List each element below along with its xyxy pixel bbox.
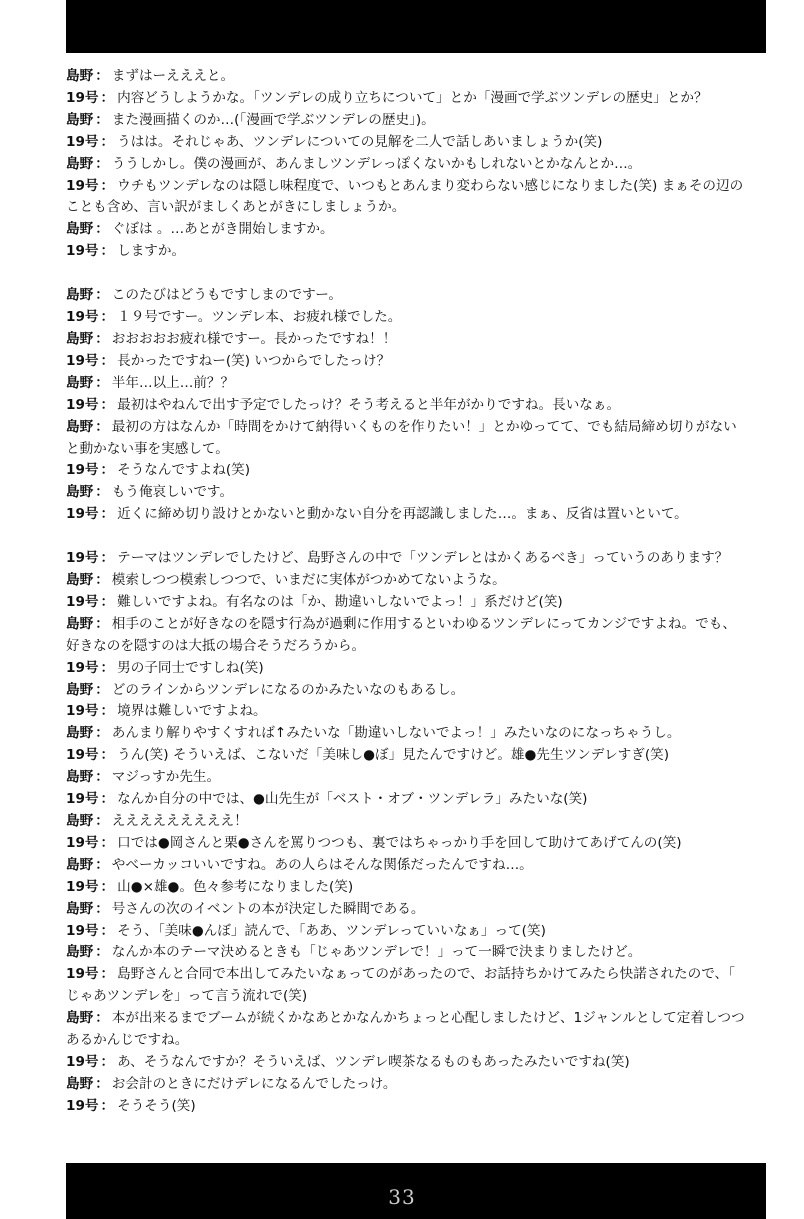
dialogue-line <box>66 460 772 482</box>
dialogue-text: そう、「美味●んぼ」読んで、「ああ、ツンデレっていいなぁ」って(笑) <box>117 922 546 939</box>
speaker-name: 島野 <box>66 484 94 501</box>
dialogue-text: あんまり解りやすくすれば↑みたいな「勘違いしないでよっ！」みたいなのになっちゃうし。 <box>111 725 681 742</box>
dialogue-line <box>66 680 772 702</box>
dialogue-line <box>66 1074 772 1096</box>
speaker-colon: ： <box>95 1010 109 1027</box>
dialogue-text: お会計のときにだけデレになるんでしたっけ。 <box>111 1075 397 1092</box>
speaker-colon: ： <box>100 89 115 106</box>
dialogue-line <box>66 329 772 351</box>
dialogue-text: しますか。 <box>117 243 186 260</box>
dialogue-text: あ、そうなんですか？そういえば、ツンデレ喫茶なるものもあったみたいですね(笑) <box>117 1053 630 1070</box>
speaker-colon: ： <box>95 484 109 501</box>
dialogue-line <box>66 833 772 855</box>
dialogue-continuation <box>66 636 772 658</box>
dialogue-text: なんか本のテーマ決めるときも「じゃあツンデレで！」って一瞬で決まりましたけど。 <box>111 944 642 961</box>
speaker-colon: ： <box>95 68 109 84</box>
speaker-colon: ： <box>95 1075 109 1092</box>
speaker-name: 島野 <box>66 330 94 347</box>
speaker-name: 19号 <box>66 1053 99 1070</box>
dialogue-line <box>66 767 772 789</box>
speaker-name: 19号 <box>66 878 99 895</box>
speaker-name: 島野 <box>66 111 94 128</box>
dialogue-line <box>66 1052 772 1074</box>
speaker-name: 19号 <box>66 550 99 567</box>
dialogue-text: おおおおお疲れ様ですー。長かったですね！！ <box>111 330 397 347</box>
speaker-name: 島野 <box>66 155 94 172</box>
speaker-name: 19号 <box>66 593 99 610</box>
dialogue-line <box>66 723 772 745</box>
dialogue-continuation <box>66 439 772 461</box>
dialogue-continuation-text: ことも含め、言い訳がましくあとがきにしましょうか。 <box>66 199 406 216</box>
dialogue-line <box>66 658 772 680</box>
speaker-name: 19号 <box>66 89 99 106</box>
speaker-colon: ： <box>100 966 115 983</box>
speaker-name: 19号 <box>66 133 99 150</box>
speaker-colon: ： <box>100 550 115 567</box>
dialogue-text: もう俺哀しいです。 <box>111 484 234 501</box>
dialogue-line <box>66 570 772 592</box>
speaker-colon: ： <box>95 155 109 172</box>
speaker-colon: ： <box>95 572 109 589</box>
dialogue-continuation <box>66 197 772 219</box>
speaker-colon: ： <box>95 330 109 347</box>
speaker-name: 島野 <box>66 374 94 391</box>
dialogue-line <box>66 614 772 636</box>
dialogue-continuation <box>66 1030 772 1052</box>
dialogue-text: ううしかし。僕の漫画が、あんましツンデレっぽくないかもしれないとかなんとか…。 <box>111 155 642 172</box>
speaker-name: 19号 <box>66 966 99 983</box>
speaker-name: 島野 <box>66 418 94 435</box>
dialogue-line <box>66 548 772 570</box>
dialogue-text: 内容どうしようかな。「ツンデレの成り立ちについて」とか「漫画で学ぶツンデレの歴史」とか？ <box>117 89 708 106</box>
speaker-name: 島野 <box>66 944 94 961</box>
speaker-colon: ： <box>95 813 109 829</box>
speaker-colon: ： <box>95 900 109 917</box>
speaker-colon: ： <box>100 922 115 939</box>
dialogue-continuation <box>66 986 772 1008</box>
dialogue-text: ウチもツンデレなのは隠し味程度で、いつもとあんまり変わらない感じになりました(笑) まぁその辺の <box>117 177 744 194</box>
dialogue-text: うん(笑) そういえば、こないだ「美味し●ぼ」見たんですけど。雄●先生ツンデレすぎ(笑) <box>117 747 670 764</box>
speaker-name: 島野 <box>66 68 94 84</box>
dialogue-text: どのラインからツンデレになるのかみたいなのもあるし。 <box>111 681 465 698</box>
dialogue-line <box>66 592 772 614</box>
dialogue-line <box>66 1096 772 1118</box>
speaker-colon: ： <box>100 309 115 326</box>
dialogue-text: テーマはツンデレでしたけど、島野さんの中で「ツンデレとはかくあるべき」っていうのあります？ <box>117 550 729 567</box>
dialogue-line <box>66 877 772 899</box>
dialogue-line <box>66 176 772 198</box>
dialogue-text: マジっすか先生。 <box>111 769 221 786</box>
dialogue-line <box>66 942 772 964</box>
speaker-colon: ： <box>100 133 115 150</box>
dialogue-text: 男の子同士ですしね(笑) <box>117 659 264 676</box>
dialogue-text: 難しいですよね。有名なのは「か、勘違いしないでよっ！」系だけど(笑) <box>117 593 563 610</box>
speaker-name: 島野 <box>66 1075 94 1092</box>
speaker-colon: ： <box>100 747 115 764</box>
dialogue-text: 近くに締め切り設けとかないと動かない自分を再認識しました…。まぁ、反省は置いといて。 <box>117 506 688 523</box>
speaker-colon: ： <box>100 243 115 260</box>
page-number: 33 <box>388 1185 416 1209</box>
dialogue-line <box>66 88 772 110</box>
dialogue-text: そうそう(笑) <box>117 1097 196 1114</box>
speaker-name: 19号 <box>66 396 99 413</box>
speaker-name: 島野 <box>66 900 94 917</box>
top-black-bar <box>66 0 766 53</box>
dialogue-text: なんか自分の中では、●山先生が「ベスト・オブ・ツンデレラ」みたいな(笑) <box>117 791 588 808</box>
speaker-colon: ： <box>95 681 109 698</box>
speaker-name: 島野 <box>66 615 94 632</box>
speaker-colon: ： <box>100 396 115 413</box>
dialogue-line <box>66 154 772 176</box>
speaker-colon: ： <box>100 659 115 676</box>
dialogue-line <box>66 745 772 767</box>
speaker-name: 島野 <box>66 725 94 742</box>
dialogue-line <box>66 504 772 526</box>
speaker-colon: ： <box>95 374 109 391</box>
dialogue-text: このたびはどうもですしまのですー。 <box>111 287 342 304</box>
speaker-colon: ： <box>95 725 109 742</box>
speaker-colon: ： <box>100 1053 115 1070</box>
dialogue-text: えええええええええ！ <box>111 813 248 829</box>
dialogue-text: 相手のことが好きなのを隠す行為が過剰に作用するといわゆるツンデレにってカンジですよね。でも、 <box>111 615 736 632</box>
dialogue-text: やべーカッコいいですね。あの人らはそんな関係だったんですね…。 <box>111 856 533 873</box>
dialogue-text: 模索しつつ模索しつつで、いまだに実体がつかめてないような。 <box>111 572 506 589</box>
dialogue-line <box>66 285 772 307</box>
dialogue-line <box>66 307 772 329</box>
speaker-colon: ： <box>95 615 109 632</box>
speaker-colon: ： <box>95 221 109 238</box>
dialogue-line <box>66 241 772 263</box>
speaker-colon: ： <box>100 791 115 808</box>
dialogue-continuation-text: と動かない事を実感して。 <box>66 440 229 457</box>
speaker-colon: ： <box>95 287 109 304</box>
dialogue-line <box>66 964 772 986</box>
speaker-colon: ： <box>100 878 115 895</box>
speaker-colon: ： <box>95 111 109 128</box>
speaker-name: 島野 <box>66 769 94 786</box>
dialogue-line <box>66 219 772 241</box>
dialogue-text: ぐぼは 。…あとがき開始しますか。 <box>111 221 334 238</box>
speaker-name: 19号 <box>66 659 99 676</box>
speaker-name: 島野 <box>66 1010 94 1027</box>
dialogue-text: 島野さんと合同で本出してみたいなぁってのがあったので、お話持ちかけてみたら快諾されたので、「 <box>117 966 735 983</box>
dialogue-text: 半年…以上…前？？ <box>111 374 235 391</box>
speaker-colon: ： <box>95 944 109 961</box>
dialogue-line <box>66 1008 772 1030</box>
dialogue-line <box>66 373 772 395</box>
speaker-name: 島野 <box>66 572 94 589</box>
speaker-colon: ： <box>95 856 109 873</box>
speaker-colon: ： <box>100 506 115 523</box>
speaker-name: 19号 <box>66 834 99 851</box>
speaker-colon: ： <box>100 177 115 194</box>
dialogue-line <box>66 701 772 723</box>
speaker-name: 19号 <box>66 462 99 479</box>
dialogue-text: まずはーえええと。 <box>111 68 235 84</box>
dialogue-line <box>66 789 772 811</box>
dialogue-continuation-text: 好きなのを隠すのは大抵の場合そうだろうから。 <box>66 637 366 654</box>
speaker-name: 島野 <box>66 856 94 873</box>
speaker-colon: ： <box>100 462 115 479</box>
speaker-colon: ： <box>100 703 115 720</box>
speaker-name: 19号 <box>66 177 99 194</box>
dialogue-line <box>66 855 772 877</box>
speaker-colon: ： <box>100 834 115 851</box>
speaker-name: 19号 <box>66 352 99 369</box>
dialogue-text: 境界は難しいですよね。 <box>117 703 267 720</box>
dialogue-line <box>66 417 772 439</box>
dialogue-line <box>66 482 772 504</box>
dialogue-line <box>66 811 772 833</box>
dialogue-line <box>66 921 772 943</box>
dialogue-line <box>66 132 772 154</box>
speaker-colon: ： <box>95 769 109 786</box>
speaker-name: 島野 <box>66 813 94 829</box>
speaker-colon: ： <box>100 1097 115 1114</box>
speaker-name: 島野 <box>66 221 94 238</box>
speaker-name: 19号 <box>66 922 99 939</box>
dialogue-text: うはは。それじゃあ、ツンデレについての見解を二人で話しあいましょうか(笑) <box>117 133 603 150</box>
speaker-name: 19号 <box>66 703 99 720</box>
speaker-name: 19号 <box>66 1097 99 1114</box>
dialogue-text: 長かったですねー(笑) いつからでしたっけ？ <box>117 352 391 369</box>
afterword-dialogue <box>66 66 772 1118</box>
dialogue-continuation-text: じゃあツンデレを」って言う流れで(笑) <box>66 988 308 1005</box>
dialogue-text: 山●×雄●。色々参考になりました(笑) <box>117 878 354 895</box>
speaker-name: 島野 <box>66 287 94 304</box>
dialogue-text: 号さんの次のイベントの本が決定した瞬間である。 <box>111 900 425 917</box>
speaker-name: 19号 <box>66 747 99 764</box>
dialogue-text: 最初の方はなんか「時間をかけて納得いくものを作りたい！」とかゆってて、でも結局締め切りがない <box>111 418 737 435</box>
dialogue-line <box>66 110 772 132</box>
dialogue-continuation-text: あるかんじですね。 <box>66 1032 189 1049</box>
dialogue-text: 本が出来るまでブームが続くかなあとかなんかちょっと心配しましたけど、1ジャンルとして定着しつつ <box>111 1010 745 1027</box>
dialogue-text: １９号ですー。ツンデレ本、お疲れ様でした。 <box>117 309 402 326</box>
speaker-colon: ： <box>100 352 115 369</box>
speaker-name: 19号 <box>66 243 99 260</box>
dialogue-line <box>66 899 772 921</box>
dialogue-line <box>66 395 772 417</box>
speaker-name: 19号 <box>66 506 99 523</box>
dialogue-line <box>66 66 772 88</box>
speaker-name: 19号 <box>66 791 99 808</box>
speaker-colon: ： <box>95 418 109 435</box>
dialogue-text: また漫画描くのか…(「漫画で学ぶツンデレの歴史」)。 <box>111 111 435 128</box>
dialogue-text: 口では●岡さんと栗●さんを罵りつつも、裏ではちゃっかり手を回して助けてあげてんの(笑) <box>117 834 682 851</box>
speaker-colon: ： <box>100 593 115 610</box>
dialogue-text: そうなんですよね(笑) <box>117 462 251 479</box>
speaker-name: 島野 <box>66 681 94 698</box>
speaker-name: 19号 <box>66 309 99 326</box>
dialogue-line <box>66 351 772 373</box>
dialogue-text: 最初はやねんで出す予定でしたっけ？そう考えると半年がかりですね。長いなぁ。 <box>117 396 621 413</box>
